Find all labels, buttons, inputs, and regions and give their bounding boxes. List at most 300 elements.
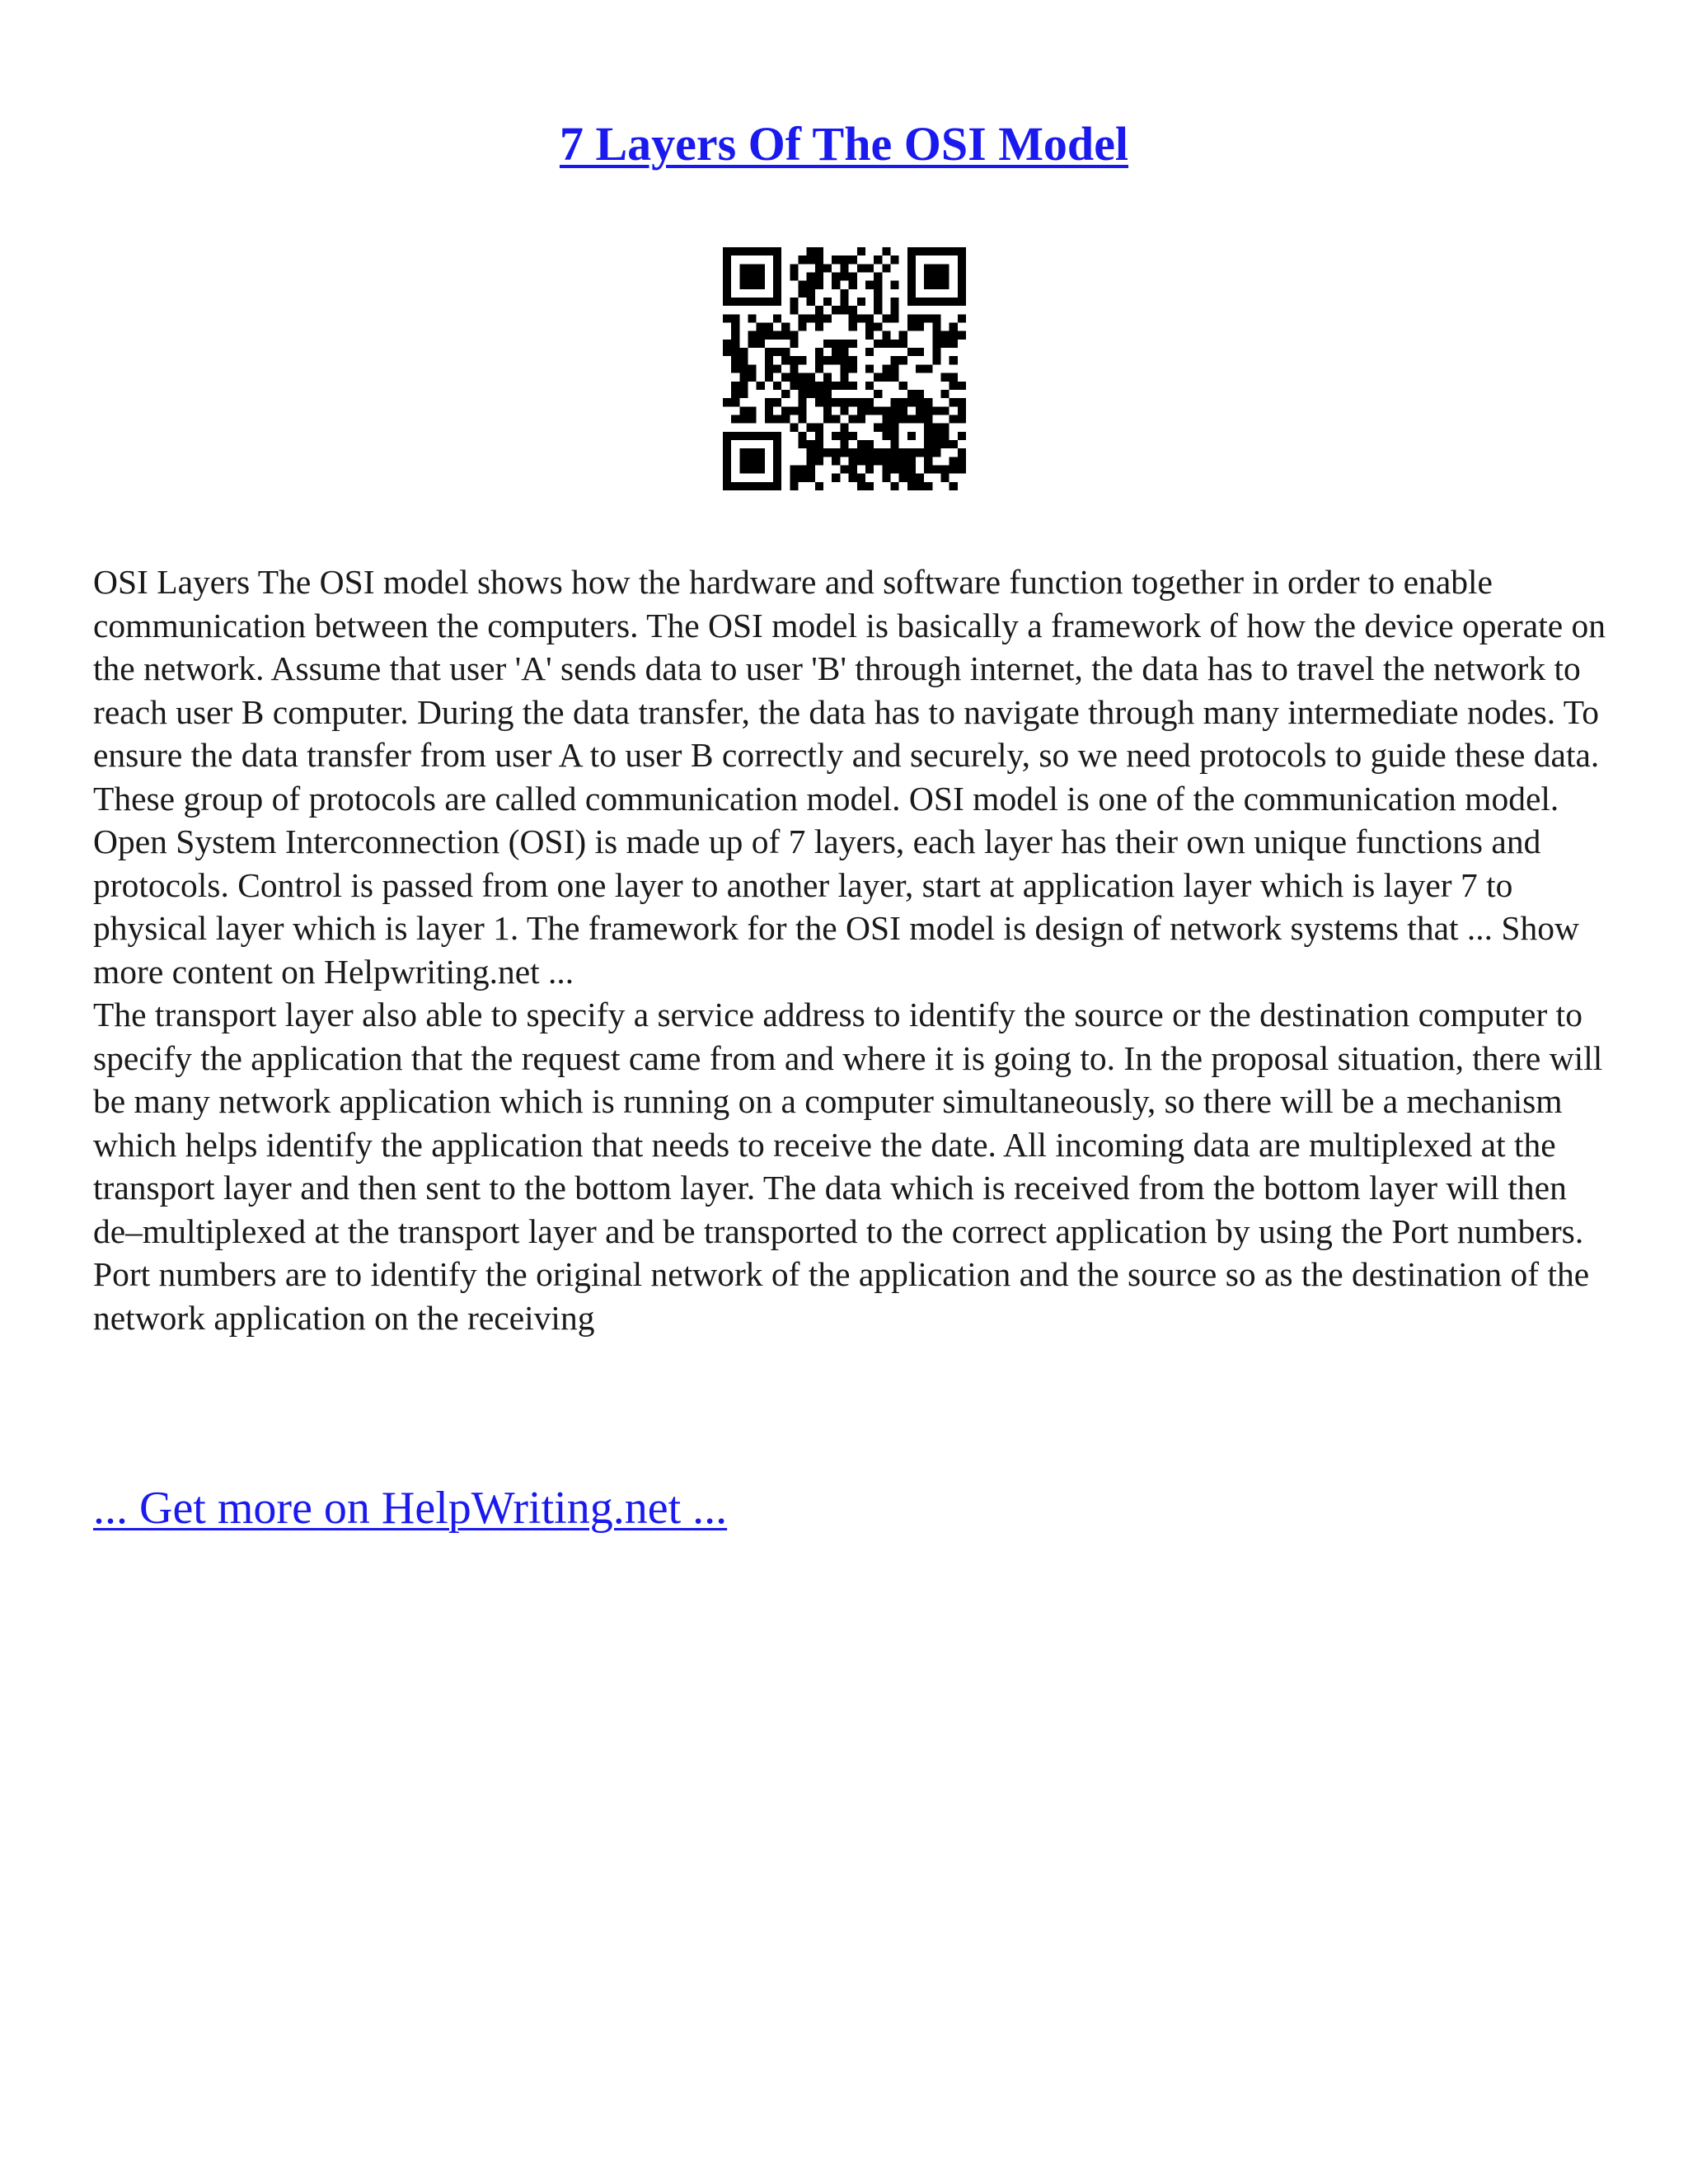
qr-module [865,348,874,356]
paragraph-2: The transport layer also able to specify a service address to identify the source or the destination computer to specify the application that the request came from and where it is going to. In the proposal situation, there will be many network application which is running on a computer simultaneously, so there will be a mechanism which helps identify the application that needs to receive the date. All incoming data are multiplexed at the transport layer and then sent to the bottom layer. The data which is received from the bottom layer will then de–multiplexed at the transport layer and be transported to the correct application by using the Port numbers. Port numbers are to identify the original network of the application and the source so as the destination of the network application on the receiving [93,996,1603,1337]
qr-module [899,340,907,348]
qr-module [865,281,874,289]
qr-module [823,406,832,415]
qr-module [857,415,865,423]
qr-module [790,382,798,390]
qr-module [940,474,949,482]
qr-module [882,264,890,272]
qr-module [890,465,898,473]
qr-module [849,323,857,331]
qr-module [731,364,739,373]
qr-module [765,415,773,423]
qr-module [815,457,823,465]
qr-module [757,323,765,331]
qr-module [874,373,882,382]
qr-code-graphic [723,247,966,490]
qr-module [940,440,949,448]
qr-module [940,432,949,440]
qr-module [840,373,848,382]
qr-module [950,465,958,473]
qr-module [899,331,907,340]
qr-module [731,398,739,406]
qr-module [899,406,907,415]
qr-module [849,306,857,314]
qr-module [739,356,748,364]
qr-module [882,448,890,457]
qr-module [890,298,898,306]
qr-module [823,264,832,272]
qr-module [907,415,916,423]
qr-module [790,373,798,382]
get-more-link[interactable]: ... Get more on HelpWriting.net ... [93,1483,728,1534]
qr-module [874,281,882,289]
qr-module [840,340,848,348]
qr-module [849,340,857,348]
qr-module [807,247,815,255]
qr-module [807,382,815,390]
qr-module [907,482,916,490]
qr-module [739,382,748,390]
qr-module [840,364,848,373]
get-more-link-container [93,1479,727,1537]
qr-module [807,314,815,322]
qr-module [899,448,907,457]
qr-module [849,415,857,423]
qr-module [731,415,739,423]
qr-module [807,298,815,306]
qr-module [790,406,798,415]
qr-module [874,448,882,457]
qr-module [807,474,815,482]
qr-module [916,415,924,423]
qr-module [748,373,757,382]
qr-module [840,298,848,306]
qr-module [849,432,857,440]
qr-module [849,281,857,289]
qr-module [890,398,898,406]
qr-module [823,398,832,406]
qr-module [790,356,798,364]
qr-module [924,424,932,432]
qr-module [840,465,848,473]
qr-module [773,331,781,340]
qr-module [790,424,798,432]
qr-module [882,247,890,255]
qr-module [731,323,739,331]
qr-module [916,348,924,356]
qr-module [950,331,958,340]
qr-module [773,314,781,322]
qr-module [748,415,757,423]
qr-module [765,356,773,364]
qr-module [924,457,932,465]
qr-module [958,415,966,423]
qr-module [916,448,924,457]
qr-module [916,482,924,490]
qr-module [890,406,898,415]
qr-module [815,424,823,432]
qr-module [799,255,807,264]
qr-module [765,398,773,406]
qr-module [849,273,857,281]
qr-module [865,406,874,415]
qr-module [940,340,949,348]
qr-module [799,415,807,423]
qr-module [857,398,865,406]
qr-module [840,424,848,432]
qr-module [874,323,882,331]
qr-module [950,340,958,348]
qr-module [899,415,907,423]
qr-module [874,273,882,281]
qr-module [950,457,958,465]
qr-module [832,398,840,406]
qr-module [932,448,940,457]
qr-module [832,474,840,482]
qr-module [832,415,840,423]
qr-module [865,382,874,390]
qr-module [815,440,823,448]
qr-module [882,415,890,423]
qr-module [907,474,916,482]
qr-module [723,348,731,356]
qr-module [815,356,823,364]
qr-module [739,406,748,415]
qr-module [807,424,815,432]
qr-module [840,440,848,448]
qr-module [890,373,898,382]
qr-module [807,465,815,473]
qr-module [807,457,815,465]
qr-module [781,323,790,331]
qr-module [849,314,857,322]
qr-module [865,364,874,373]
qr-module [807,373,815,382]
qr-module [890,448,898,457]
qr-module [799,474,807,482]
qr-module [890,356,898,364]
qr-module [924,406,932,415]
qr-module [907,398,916,406]
qr-module [823,298,832,306]
qr-module [781,331,790,340]
qr-module [765,348,773,356]
qr-module [823,448,832,457]
qr-module [815,348,823,356]
qr-module [958,382,966,390]
qr-module [832,340,840,348]
qr-module [857,247,865,255]
qr-module [790,482,798,490]
qr-module [882,331,890,340]
qr-module [840,264,848,272]
qr-module [874,298,882,306]
qr-module [765,364,773,373]
qr-module [924,448,932,457]
qr-module [815,247,823,255]
qr-module [907,348,916,356]
qr-module [739,373,748,382]
qr-module [890,482,898,490]
qr-module [940,465,949,473]
qr-module [916,406,924,415]
paragraph-1: OSI Layers The OSI model shows how the hardware and software function together in order to enable communication between the computers. The OSI model is basically a framework of how the device operate on the network. Assume that user 'A' sends data to user 'B' through internet, the data has to travel the network to reach user B computer. During the data transfer, the data has to navigate through many intermediate nodes. To ensure the data transfer from user A to user B correctly and securely, so we need protocols to guide these data. These group of protocols are called communication model. OSI model is one of the communication model. Open System Interconnection (OSI) is made up of 7 layers, each layer has their own unique functions and protocols. Control is passed from one layer to another layer, start at application layer which is layer 7 to physical layer which is layer 1. The framework for the OSI model is design of network systems that ... Show more content on Helpwriting.net ... [93,563,1606,991]
qr-module [865,398,874,406]
qr-module [773,382,781,390]
qr-module [950,373,958,382]
qr-module [874,390,882,398]
qr-module [799,432,807,440]
qr-module [857,448,865,457]
qr-module [840,448,848,457]
qr-module [790,474,798,482]
qr-module [932,314,940,322]
qr-module [765,373,773,382]
qr-module [907,432,916,440]
qr-module [916,323,924,331]
qr-module [790,364,798,373]
qr-module [882,340,890,348]
qr-module [958,432,966,440]
qr-module [882,457,890,465]
qr-module [815,432,823,440]
qr-module [832,448,840,457]
qr-module [950,323,958,331]
qr-module [832,273,840,281]
qr-module [899,474,907,482]
qr-module [840,273,848,281]
qr-module [799,314,807,322]
qr-module [932,406,940,415]
qr-module [731,390,739,398]
qr-module [807,440,815,448]
qr-module [882,432,890,440]
qr-module [958,465,966,473]
qr-module [773,398,781,406]
qr-module [890,281,898,289]
qr-module [799,373,807,382]
qr-module [849,382,857,390]
qr-module [882,465,890,473]
qr-module [849,465,857,473]
qr-module [790,273,798,281]
title-link[interactable]: 7 Layers Of The OSI Model [559,117,1129,171]
qr-code-icon [723,247,966,490]
qr-module [874,457,882,465]
qr-module [731,356,739,364]
qr-module [907,323,916,331]
qr-module [932,340,940,348]
qr-module [932,440,940,448]
qr-module [849,474,857,482]
qr-module [932,432,940,440]
qr-module [815,448,823,457]
qr-module [840,356,848,364]
qr-module [916,474,924,482]
qr-module [807,390,815,398]
qr-module [799,281,807,289]
qr-module [865,264,874,272]
page-title [0,115,1688,173]
qr-module [807,255,815,264]
qr-module [781,356,790,364]
qr-module [899,465,907,473]
qr-module [958,314,966,322]
qr-module [832,432,840,440]
qr-module [865,440,874,448]
qr-module [940,390,949,398]
qr-module [899,398,907,406]
qr-module [958,406,966,415]
qr-module [932,348,940,356]
qr-module [840,382,848,390]
qr-module [840,289,848,298]
qr-module [874,340,882,348]
qr-module [773,415,781,423]
qr-module [940,406,949,415]
qr-module [882,424,890,432]
qr-module [823,382,832,390]
qr-module [799,406,807,415]
qr-module [773,364,781,373]
article-body [93,560,1610,1339]
qr-module [849,255,857,264]
qr-module [907,457,916,465]
qr-module [790,340,798,348]
qr-module [932,465,940,473]
qr-module [890,457,898,465]
qr-module [757,340,765,348]
qr-module [924,314,932,322]
qr-module [832,306,840,314]
qr-module [823,415,832,423]
qr-module [815,323,823,331]
qr-module [874,289,882,298]
qr-module [865,314,874,322]
qr-module [757,331,765,340]
qr-module [950,482,958,490]
qr-module [823,314,832,322]
qr-module [857,314,865,322]
qr-module [807,448,815,457]
qr-module [799,440,807,448]
qr-module [924,482,932,490]
qr-module [907,314,916,322]
qr-module [790,306,798,314]
qr-module [857,482,865,490]
qr-module [840,406,848,415]
qr-module [849,398,857,406]
qr-module [781,390,790,398]
qr-module [781,406,790,415]
qr-module [781,373,790,382]
qr-module [950,382,958,390]
qr-module [890,255,898,264]
qr-module [924,465,932,473]
qr-module [773,348,781,356]
qr-module [932,356,940,364]
qr-module [924,432,932,440]
qr-module [890,415,898,423]
qr-module [890,314,898,322]
qr-module [932,331,940,340]
qr-module [799,323,807,331]
qr-module [890,340,898,348]
qr-module [799,390,807,398]
qr-module [865,482,874,490]
qr-module [739,390,748,398]
qr-module [849,457,857,465]
qr-module [890,440,898,448]
qr-module [924,398,932,406]
qr-module [916,314,924,322]
qr-module [907,448,916,457]
qr-module [882,364,890,373]
qr-module [932,323,940,331]
qr-module [765,323,773,331]
qr-module [882,314,890,322]
qr-module [832,255,840,264]
qr-module [739,348,748,356]
qr-module [807,289,815,298]
qr-module [739,415,748,423]
qr-module [832,356,840,364]
qr-module [781,415,790,423]
qr-module [857,264,865,272]
qr-module [958,398,966,406]
qr-module [765,331,773,340]
qr-module [731,314,739,322]
qr-module [924,364,932,373]
qr-module [907,390,916,398]
qr-module [890,306,898,314]
qr-module [748,314,757,322]
qr-module [765,406,773,415]
qr-module [807,273,815,281]
qr-module [807,281,815,289]
qr-module [823,356,832,364]
qr-module [882,406,890,415]
qr-module [840,306,848,314]
qr-module [940,373,949,382]
qr-module [840,432,848,440]
qr-module [950,440,958,448]
qr-module [815,390,823,398]
qr-module [849,356,857,364]
qr-module [940,331,949,340]
qr-module [857,298,865,306]
qr-module [874,306,882,314]
qr-module [950,356,958,364]
qr-module [890,424,898,432]
qr-module [823,390,832,398]
qr-module [790,264,798,272]
qr-module [731,340,739,348]
qr-module [874,424,882,432]
qr-module [907,465,916,473]
qr-module [840,255,848,264]
qr-module [723,340,731,348]
qr-module [815,273,823,281]
qr-module [815,264,823,272]
qr-module [865,465,874,473]
qr-module [857,440,865,448]
qr-module [723,314,731,322]
qr-module [874,406,882,415]
qr-module [890,364,898,373]
qr-module [799,356,807,364]
qr-module [815,306,823,314]
